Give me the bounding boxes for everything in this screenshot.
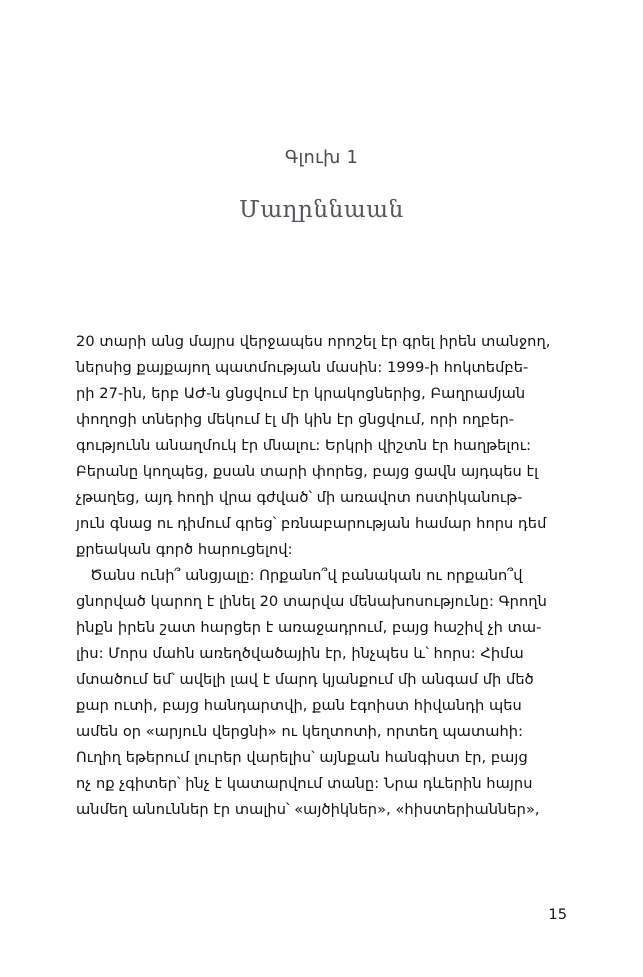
text-line: մտածում եմ՝ ավելի լավ է մարդ կյանքում մի անգամ մի մեծ	[76, 671, 534, 688]
text-line: ցնորված կարող է լինել 20 տարվա մենախոսությունը: Գրողն	[76, 593, 547, 610]
text-line: գությունն անաղմուկ էր մնալու: Երկրի վիշտն էր հաղթելու:	[76, 437, 532, 454]
text-line: լիս: Մորս մահն առեղծվածային էր, ինչպես և՝ հորս: Հիմա	[76, 645, 524, 662]
text-line: քրեական գործ հարուցելով:	[76, 541, 293, 558]
text-line: Ծանս ունի՞ անցյալը: Որքանո՞վ բանական ու որքանո՞վ	[90, 567, 523, 584]
text-line: անմեղ անուններ էր տալիս՝ «այծիկներ», «հիստերիաններ»,	[76, 801, 540, 818]
text-line: ներսից քայքայող պատմության մասին: 1999-ի հոկտեմբե-	[76, 359, 529, 376]
chapter-heading-block	[0, 148, 643, 225]
chapter-title: Մաղրննաան	[239, 197, 404, 223]
body-text-block	[76, 329, 568, 823]
text-line: Բերանը կողպեց, քսան տարի փորեց, բայց ցավն այդպես էլ	[76, 463, 539, 480]
text-line: Ուղիղ եթերում լուրեր վարելիս՝ այնքան հանգիստ էր, բայց	[76, 749, 528, 766]
text-line: փողոցի տներից մեկում էլ մի կին էր ցնցվում, որի ողբեր-	[76, 411, 515, 428]
text-line: րի 27-ին, երբ ԱԺ-ն ցնցվում էր կրակոցներից, Բաղրամյան	[76, 385, 526, 402]
chapter-label: Գլուխ 1	[284, 148, 359, 168]
text-line: ամեն օր «արյուն վերցնի» ու կեղտոտի, որտեղ պատահի:	[76, 723, 524, 740]
text-line: 20 տարի անց մայրս վերջապես որոշել էր գրել իրեն տանջող,	[76, 333, 551, 350]
text-line: յուն գնաց ու դիմում գրեց՝ բռնաբարության համար հորս դեմ	[76, 515, 547, 532]
text-line: չթաղեց, այդ հողի վրա գժված՝ մի առավոտ ոստիկանութ-	[76, 489, 523, 506]
text-line: ոչ ոք չգիտեր՝ ինչ է կատարվում տանը: Նրա դևերին հայրս	[76, 775, 533, 792]
text-line: քար ուտի, բայց հանդարտվի, քան էգոիստ հիվանդի պես	[76, 697, 522, 714]
page-number: 15	[548, 906, 567, 923]
text-line: ինքն իրեն շատ հարցեր է առաջադրում, բայց հաշիվ չի տա-	[76, 619, 542, 636]
